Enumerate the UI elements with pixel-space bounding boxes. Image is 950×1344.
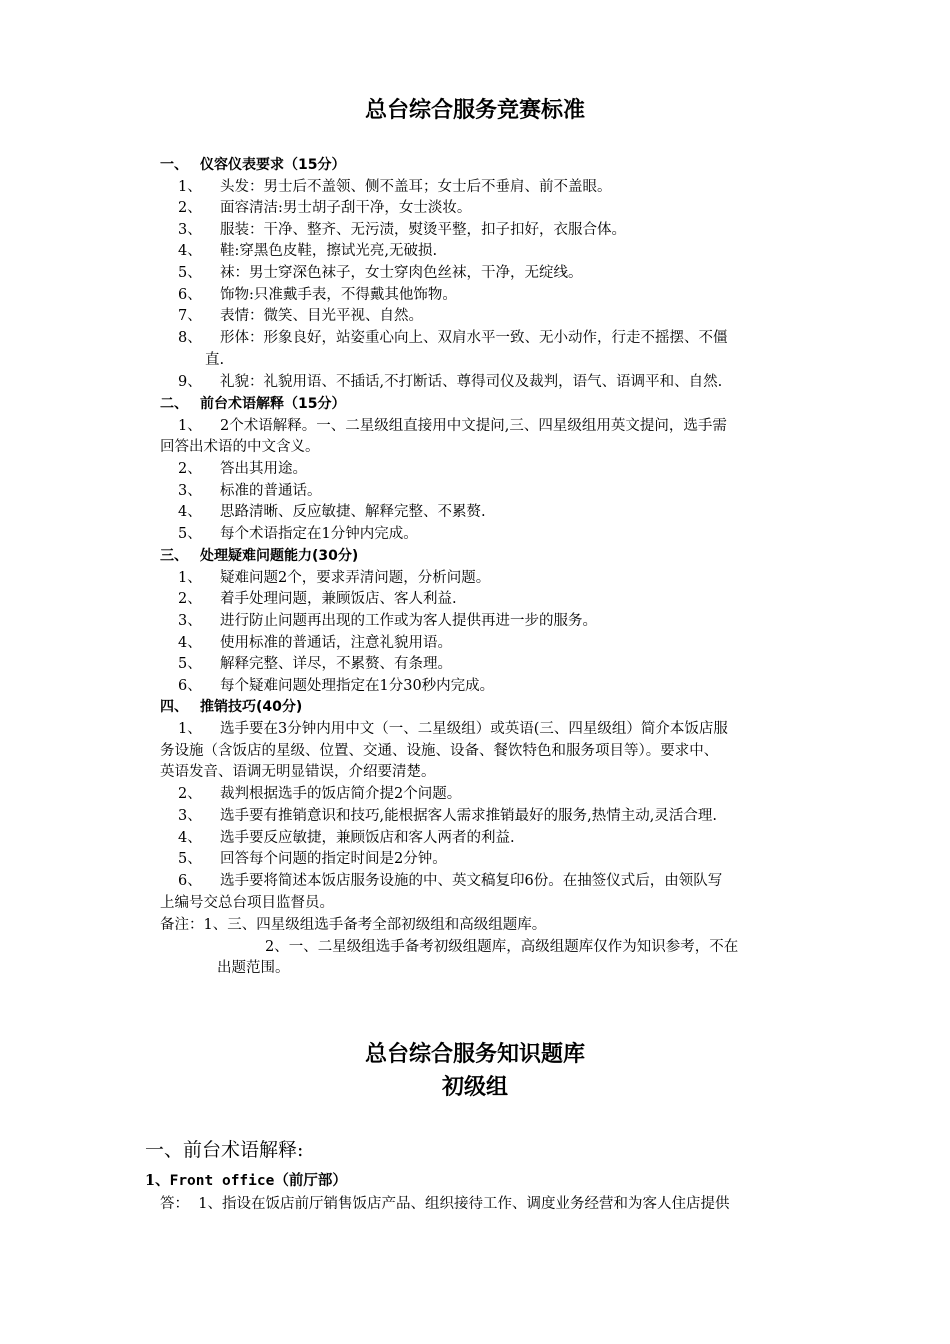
section-heading-3 [160,546,358,566]
list-item-continuation: 务设施（含饭店的星级、位置、交通、设施、设备、餐饮特色和服务项目等）。要求中、 [160,743,719,759]
term-heading [145,1171,347,1191]
list-item-continuation: 上编号交总台项目监督员。 [160,895,334,911]
list-item: 1、 2个术语解释。一、二星级组直接用中文提问,三、四星级组用英文提问，选手需 [178,418,727,434]
list-item: 1、 疑难问题2个，要求弄清问题，分析问题。 [178,570,491,586]
section-heading-4 [160,697,302,717]
list-item: 1、 头发：男士后不盖领、侧不盖耳；女士后不垂肩、前不盖眼。 [178,179,612,195]
bank-title: 总台综合服务知识题库 [364,1042,585,1067]
section-number: 二、 [160,396,188,412]
term-chinese: （前厅部） [274,1172,347,1189]
notes-line-1: 备注：1、三、四星级组选手备考全部初级组和高级组题库。 [160,917,547,933]
notes-label: 备注： [160,917,204,933]
list-item: 7、 表情：微笑、目光平视、自然。 [178,308,423,324]
list-item: 6、 选手要将简述本饭店服务设施的中、英文稿复印6份。在抽签仪式后，由领队写 [178,873,723,889]
answer-label: 答： [160,1196,189,1212]
list-item: 6、 饰物:只准戴手表，不得戴其他饰物。 [178,287,457,303]
list-item: 4、 选手要反应敏捷，兼顾饭店和客人两者的利益. [178,830,515,846]
list-item: 1、 选手要在3分钟内用中文（一、二星级组）或英语(三、四星级组）简介本饭店服 [178,721,728,737]
section-number: 一、 [160,157,188,173]
notes-line-2: 2、一、二星级组选手备考初级组题库，高级组题库仅作为知识参考，不在 [265,939,739,955]
section-number: 三、 [160,548,188,564]
section-title: 前台术语解释（15分） [200,396,346,412]
list-item-continuation: 英语发音、语调无明显错误，介绍要清楚。 [160,764,436,780]
list-item: 5、 回答每个问题的指定时间是2分钟。 [178,851,447,867]
list-item: 2、 裁判根据选手的饭店简介提2个问题。 [178,786,462,802]
list-item: 2、 答出其用途。 [178,461,307,477]
section-title: 处理疑难问题能力(30分) [200,548,359,564]
notes-line-3: 出题范围。 [217,960,290,976]
document-title: 总台综合服务竞赛标准 [364,98,585,123]
list-item-continuation: 直. [205,352,225,368]
list-item: 2、 着手处理问题，兼顾饭店、客人利益. [178,591,457,607]
list-item: 3、 标准的普通话。 [178,483,322,499]
list-item: 2、 面容清洁:男士胡子刮干净，女士淡妆。 [178,200,472,216]
bank-subtitle: 初级组 [441,1075,508,1100]
list-item: 3、 服装：干净、整齐、无污渍，熨烫平整，扣子扣好，衣服合体。 [178,222,626,238]
list-item: 3、 进行防止问题再出现的工作或为客人提供再进一步的服务。 [178,613,597,629]
section-heading-1 [160,155,345,175]
list-item: 5、 袜：男士穿深色袜子，女士穿肉色丝袜，干净，无绽线。 [178,265,583,281]
list-item: 6、 每个疑难问题处理指定在1分30秒内完成。 [178,678,495,694]
list-item: 4、 鞋:穿黑色皮鞋，擦试光亮,无破损. [178,243,438,259]
list-item: 5、 解释完整、详尽，不累赘、有条理。 [178,656,452,672]
part-heading: 一、前台术语解释: [145,1139,304,1161]
section-number: 四、 [160,699,188,715]
list-item: 5、 每个术语指定在1分钟内完成。 [178,526,418,542]
list-item: 8、 形体：形象良好，站姿重心向上、双肩水平一致、无小动作，行走不摇摆、不僵 [178,330,728,346]
term-number: 1、 [145,1172,170,1189]
section-heading-2 [160,394,345,414]
list-item-continuation: 回答出术语的中文含义。 [160,439,320,455]
section-title: 推销技巧(40分) [200,699,303,715]
list-item: 9、 礼貌：礼貌用语、不插话,不打断话、尊得司仪及裁判，语气、语调平和、自然. [178,374,723,390]
list-item: 4、 思路清晰、反应敏捷、解释完整、不累赘. [178,504,486,520]
section-title: 仪容仪表要求（15分） [200,157,346,173]
term-english: Front office [169,1173,275,1189]
answer-line: 答： 1、指设在饭店前厅销售饭店产品、组织接待工作、调度业务经营和为客人住店提供 [160,1196,730,1212]
list-item: 4、 使用标准的普通话，注意礼貌用语。 [178,635,452,651]
list-item: 3、 选手要有推销意识和技巧,能根据客人需求推销最好的服务,热情主动,灵活合理. [178,808,717,824]
